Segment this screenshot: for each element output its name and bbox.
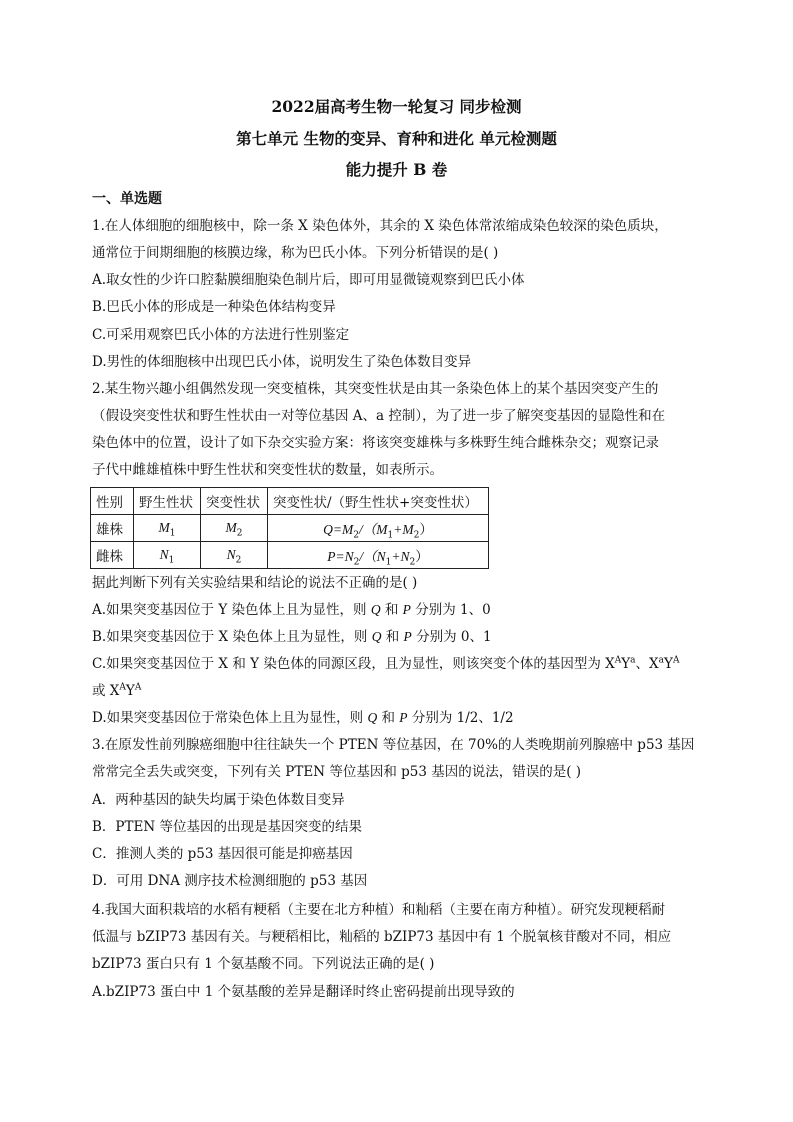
table-header-cell: 性别 xyxy=(91,488,134,515)
q1-option-a: A.取女性的少许口腔黏膜细胞染色制片后，即可用显微镜观察到巴氏小体 xyxy=(92,272,525,288)
volume-title: 能力提升 B 卷 xyxy=(345,160,448,179)
table-cell-sex: 雄株 xyxy=(91,515,134,542)
table-header-cell: 突变性状 xyxy=(201,488,268,515)
table-cell-ratio: $P=N_2/(N_1+N_2)$ xyxy=(268,542,489,569)
q2-option-b: B.如果突变基因位于 X 染色体上且为显性，则 Q 和 P 分别为 0、1 xyxy=(92,629,492,645)
q1-option-b: B.巴氏小体的形成是一种染色体结构变异 xyxy=(92,299,336,315)
q2-prompt: 据此判断下列有关实验结果和结论的说法不正确的是( ) xyxy=(92,575,418,591)
q3-stem-line1: 3.在原发性前列腺癌细胞中往往缺失一个 PTEN 等位基因，在 70%的人类晚期前列腺癌中 p53 基因 xyxy=(92,737,695,753)
q3-option-b: B．PTEN 等位基因的出现是基因突变的结果 xyxy=(92,819,362,835)
table-cell-ratio: $Q=M_2/(M_1+M_2)$ xyxy=(268,515,489,542)
q2-stem-line4: 子代中雌雄植株中野生性状和突变性状的数量，如表所示。 xyxy=(92,462,443,478)
q2-option-d: D.如果突变基因位于常染色体上且为显性，则 Q 和 P 分别为 1/2、1/2 xyxy=(92,710,514,726)
q2-stem-line3: 染色体中的位置，设计了如下杂交实验方案：将该突变雄株与多株野生纯合雌株杂交；观察记录 xyxy=(92,435,659,451)
q1-option-c: C.可采用观察巴氏小体的方法进行性别鉴定 xyxy=(92,327,350,343)
q3-option-c: C．推测人类的 p53 基因很可能是抑癌基因 xyxy=(92,846,353,862)
doc-title: 2022届高考生物一轮复习 同步检测 xyxy=(271,97,522,116)
table-cell-mutant: $N_2$ xyxy=(201,542,268,569)
q2-option-c-line2: 或 $X^AY^A$ xyxy=(92,682,142,699)
q3-option-a: A．两种基因的缺失均属于染色体数目变异 xyxy=(92,792,345,808)
q4-stem-line3: bZIP73 蛋白只有 1 个氨基酸不同。下列说法正确的是( ) xyxy=(92,956,435,972)
table-cell-mutant: $M_2$ xyxy=(201,515,268,542)
table-row xyxy=(91,542,489,569)
table-cell-wild: $N_1$ xyxy=(134,542,201,569)
table-header-cell: 突变性状/（野生性状+突变性状） xyxy=(268,488,489,515)
q2-option-c: C.如果突变基因位于 X 和 Y 染色体的同源区段，且为显性，则该突变个体的基因型为 $X^AY^a$、$X^aY^A$ xyxy=(92,655,680,672)
q1-option-d: D.男性的体细胞核中出现巴氏小体，说明发生了染色体数目变异 xyxy=(92,354,472,370)
table-row xyxy=(91,515,489,542)
table-header-row xyxy=(91,488,489,515)
table-cell-sex: 雌株 xyxy=(91,542,134,569)
q2-results-table xyxy=(90,487,489,569)
q2-stem-line2: （假设突变性状和野生性状由一对等位基因 A、a 控制），为了进一步了解突变基因的显隐性和在 xyxy=(92,408,666,424)
table-cell-wild: $M_1$ xyxy=(134,515,201,542)
q4-option-a: A.bZIP73 蛋白中 1 个氨基酸的差异是翻译时终止密码提前出现导致的 xyxy=(92,984,515,1000)
q1-stem-line2: 通常位于间期细胞的核膜边缘，称为巴氏小体。下列分析错误的是( ) xyxy=(92,245,499,261)
q3-option-d: D．可用 DNA 测序技术检测细胞的 p53 基因 xyxy=(92,873,368,889)
section-heading: 一、单选题 xyxy=(92,191,162,207)
table-header-cell: 野生性状 xyxy=(134,488,201,515)
q3-stem-line2: 常常完全丢失或突变，下列有关 PTEN 等位基因和 p53 基因的说法，错误的是( ) xyxy=(92,764,582,780)
q2-option-a: A.如果突变基因位于 Y 染色体上且为显性，则 Q 和 P 分别为 1、0 xyxy=(92,602,491,618)
q2-stem-line1: 2.某生物兴趣小组偶然发现一突变植株，其突变性状是由其一条染色体上的某个基因突变产生的 xyxy=(92,381,659,397)
q4-stem-line1: 4.我国大面积栽培的水稻有粳稻（主要在北方种植）和籼稻（主要在南方种植）。研究发现粳稻耐 xyxy=(92,902,666,918)
unit-title: 第七单元 生物的变异、育种和进化 单元检测题 xyxy=(236,129,557,148)
q4-stem-line2: 低温与 bZIP73 基因有关。与粳稻相比，籼稻的 bZIP73 基因中有 1 个脱氧核苷酸对不同，相应 xyxy=(92,929,672,945)
q1-stem-line1: 1.在人体细胞的细胞核中，除一条 X 染色体外，其余的 X 染色体常浓缩成染色较深的染色质块， xyxy=(92,218,668,234)
